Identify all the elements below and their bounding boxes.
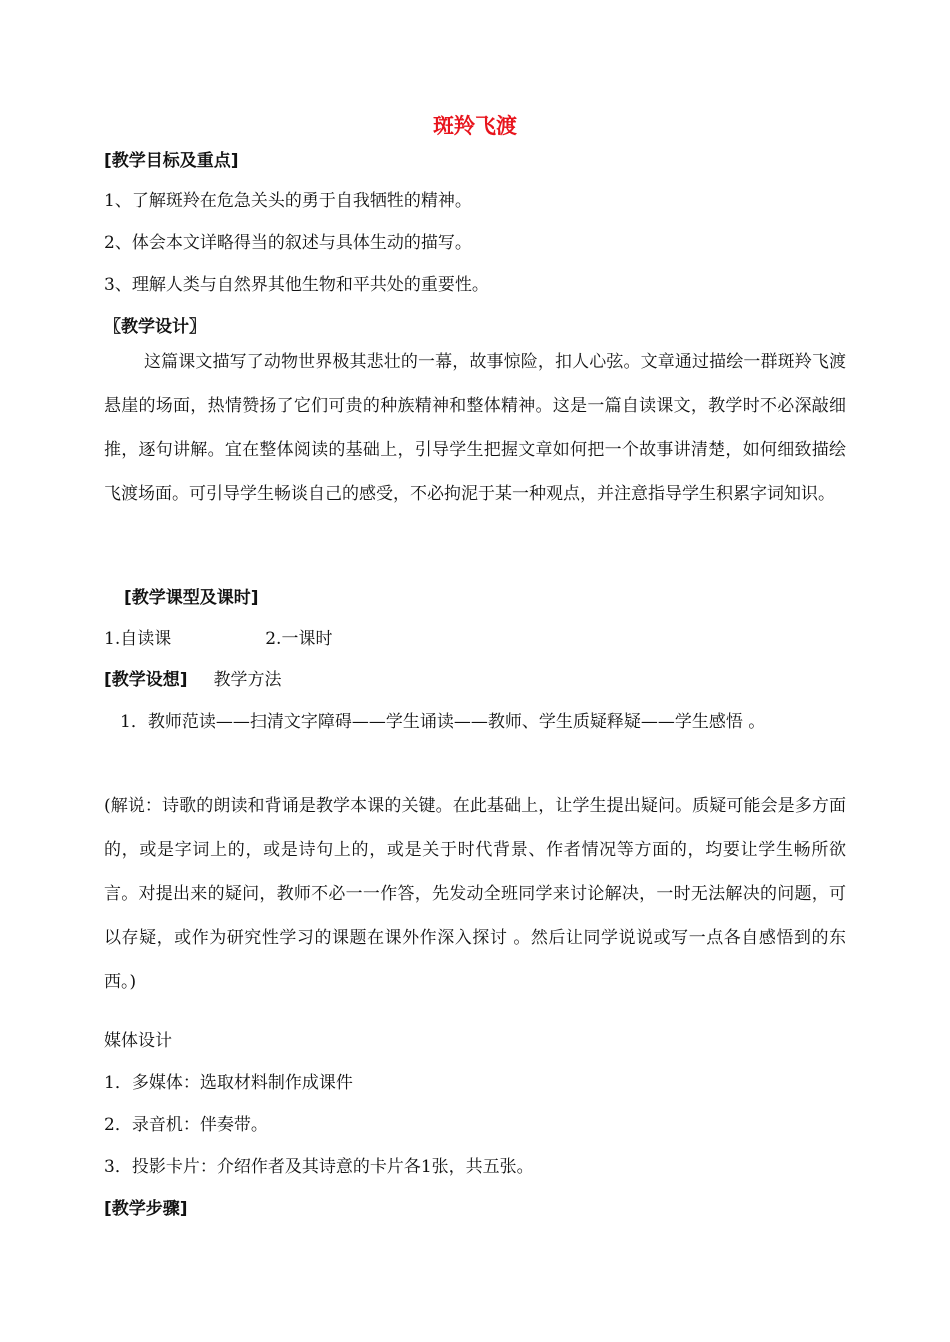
- media-heading: 媒体设计: [104, 1031, 172, 1051]
- media-item-3: 3．投影卡片：介绍作者及其诗意的卡片各1张，共五张。: [104, 1157, 534, 1177]
- media-item-1: 1．多媒体：选取材料制作成课件: [104, 1073, 353, 1093]
- type-item-1: 1.自读课: [104, 629, 172, 649]
- steps-heading: [教学步骤]: [104, 1199, 188, 1219]
- explain-paragraph: (解说：诗歌的朗读和背诵是教学本课的关键。在此基础上，让学生提出疑问。质疑可能会是多方面的，或是字词上的，或是诗句上的，或是关于时代背景、作者情况等方面的，均要让学生畅所欲言。对提出来的疑问，教师不必一一作答，先发动全班同学来讨论解决，一时无法解决的问题，可以存疑，或作为研究性学习的课题在课外作深入探讨 。然后让同学说说或写一点各自感悟到的东西。): [104, 796, 846, 992]
- media-item-2: 2．录音机：伴奏带。: [104, 1115, 268, 1135]
- type-item-2: 2.一课时: [265, 629, 333, 649]
- design-heading: 〖教学设计〗: [104, 317, 206, 337]
- type-row: [104, 624, 332, 649]
- method-item-1: 1．教师范读——扫清文字障碍——学生诵读——教师、学生质疑释疑——学生感悟 。: [120, 712, 766, 732]
- goal-item-2: 2、体会本文详略得当的叙述与具体生动的描写。: [104, 233, 472, 253]
- type-heading: [教学课型及课时]: [124, 588, 259, 608]
- idea-row: [104, 665, 282, 690]
- design-paragraph: 这篇课文描写了动物世界极其悲壮的一幕，故事惊险，扣人心弦。文章通过描绘一群斑羚飞渡悬崖的场面，热情赞扬了它们可贵的种族精神和整体精神。这是一篇自读课文，教学时不必深敲细推，逐句讲解。宜在整体阅读的基础上，引导学生把握文章如何把一个故事讲清楚，如何细致描绘飞渡场面。可引导学生畅谈自己的感受，不必拘泥于某一种观点，并注意指导学生积累字词知识。: [104, 352, 846, 504]
- document-title: 斑羚飞渡: [433, 114, 517, 138]
- goal-item-1: 1、了解斑羚在危急关头的勇于自我牺牲的精神。: [104, 191, 472, 211]
- goal-item-3: 3、理解人类与自然界其他生物和平共处的重要性。: [104, 275, 489, 295]
- idea-heading: [教学设想]: [104, 670, 188, 690]
- idea-method-label: 教学方法: [213, 670, 282, 690]
- goals-heading: [教学目标及重点]: [104, 151, 239, 171]
